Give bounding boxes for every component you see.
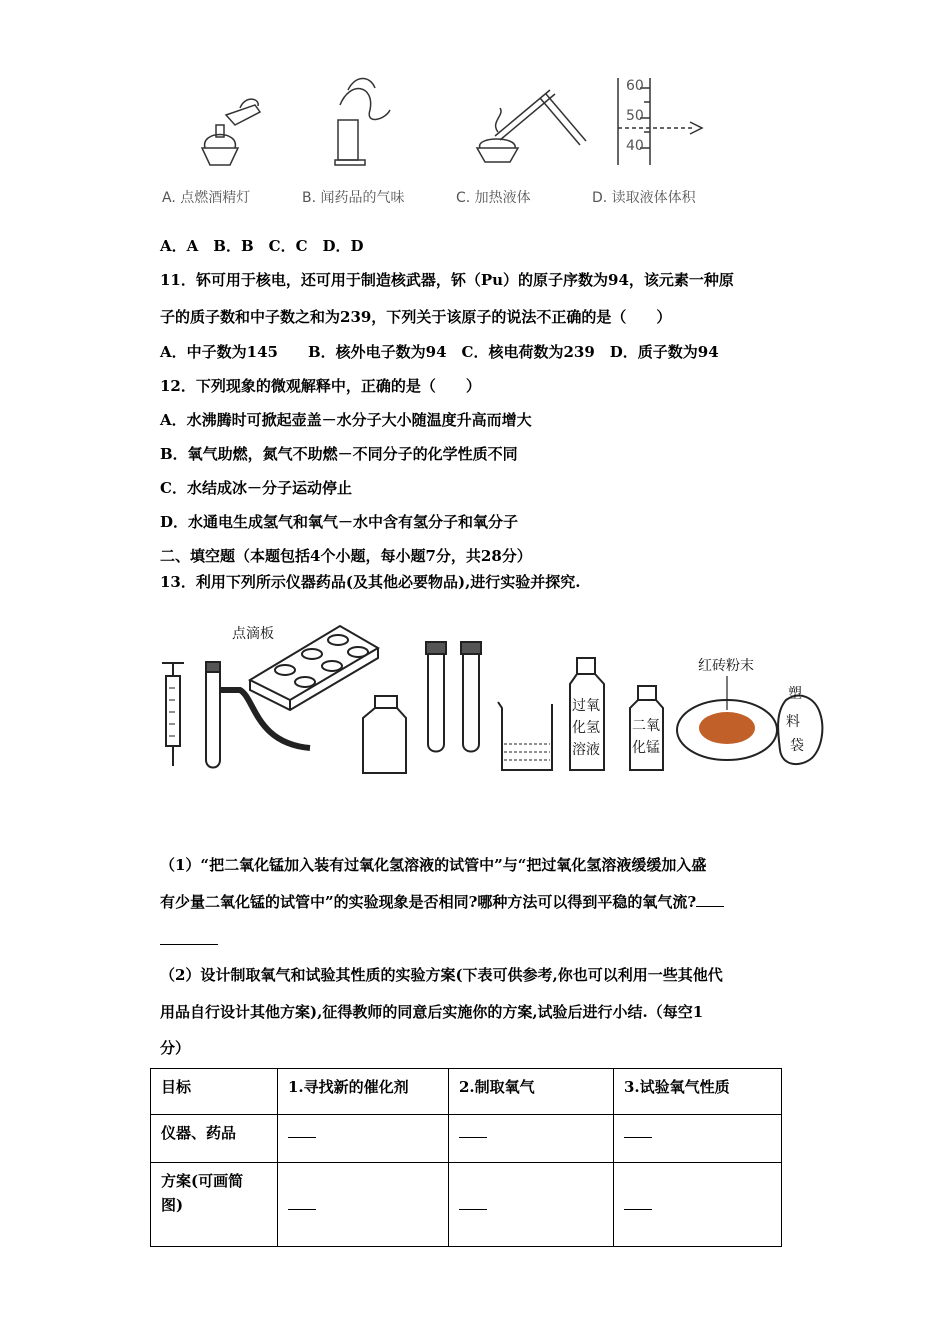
tube-with-hose-icon [206,662,310,768]
label-brick-powder: 红砖粉末 [698,658,754,674]
brick-powder-heap [699,712,755,744]
label-h2o2-2: 化氢 [572,720,600,736]
q13-p2-line3: 分） [160,1039,191,1057]
q10-options: A．A B．B C．C D．D [160,237,364,255]
q12-option-c: C．水结成冰－分子运动停止 [160,479,352,497]
test-tubes-icon [426,642,481,752]
label-bag-2: 料 [786,714,800,730]
header-test-oxygen: 3.试验氧气性质 [614,1069,782,1115]
scale-40: 40 [626,138,644,154]
scale-60: 60 [626,78,644,94]
header-target: 目标 [151,1069,278,1115]
apparatus-figure [160,618,830,778]
row-plan-label-2: 图) [161,1196,184,1214]
answer-blank-continued[interactable] [160,926,218,950]
q13-p1-line2-wrap [160,892,724,912]
q13-p2-line2: 用品自行设计其他方案),征得教师的同意后实施你的方案,试验后进行小结.（每空1 [160,1003,704,1021]
q12-option-d: D．水通电生成氢气和氧气－水中含有氢分子和氧分子 [160,513,519,531]
caption-c: C. 加热液体 [456,190,531,206]
caption-d: D. 读取液体体积 [592,190,696,206]
caption-b: B. 闻药品的气味 [302,190,405,206]
q13-p1-line2: 有少量二氧化锰的试管中”的实验现象是否相同?哪种方法可以得到平稳的氧气流? [160,893,697,911]
label-mno2-2: 化锰 [632,740,660,756]
q11-stem-1: 11．钚可用于核电，还可用于制造核武器，钚（Pu）的原子序数为94，该元素一种原 [160,271,734,289]
heating-liquid-illustration [477,90,586,162]
section-title: 二、填空题（本题包括4个小题，每小题7分，共28分） [160,547,532,565]
plan-blank-1[interactable] [278,1163,449,1247]
row-plan-label-1: 方案(可画简 [161,1172,244,1190]
smell-chemical-illustration [335,78,390,165]
label-h2o2-3: 溶液 [572,742,600,758]
q13-p1-line1: （1）“把二氧化锰加入装有过氧化氢溶液的试管中”与“把过氧化氢溶液缓缓加入盛 [160,856,707,874]
answer-blank[interactable] [696,892,724,907]
label-h2o2-1: 过氧 [572,698,600,714]
q11-options: A．中子数为145 B．核外电子数为94 C．核电荷数为239 D．质子数为94 [160,343,719,361]
label-bag-1: 塑 [788,686,802,702]
row-plan-label [151,1163,278,1247]
caption-a: A. 点燃酒精灯 [162,190,251,206]
alcohol-lamp-illustration [202,99,260,165]
syringe-icon [162,663,184,766]
q11-stem-2: 子的质子数和中子数之和为239，下列关于该原子的说法不正确的是（ ） [160,308,672,326]
plan-blank-3[interactable] [614,1163,782,1247]
q12-option-a: A．水沸腾时可掀起壶盖－水分子大小随温度升高而增大 [160,411,532,429]
header-catalyst: 1.寻找新的催化剂 [278,1069,449,1115]
q12-option-b: B．氧气助燃，氮气不助燃－不同分子的化学性质不同 [160,445,518,463]
equipment-blank-2[interactable] [449,1115,614,1163]
q13-stem: 13．利用下列所示仪器药品(及其他必要物品),进行实验并探究. [160,573,581,591]
q12-stem: 12．下列现象的微观解释中，正确的是（ ） [160,377,481,395]
header-make-oxygen: 2.制取氧气 [449,1069,614,1115]
gas-bottle-icon [363,696,406,773]
equipment-blank-1[interactable] [278,1115,449,1163]
beaker-icon [498,702,552,770]
row-equipment-label: 仪器、药品 [151,1115,278,1163]
experiment-plan-table [150,1068,782,1247]
label-spot-plate: 点滴板 [232,626,274,642]
lab-operations-figure [160,70,740,218]
equipment-blank-3[interactable] [614,1115,782,1163]
plan-blank-2[interactable] [449,1163,614,1247]
label-mno2-1: 二氧 [632,718,660,734]
label-bag-3: 袋 [790,738,804,754]
q13-p2-line1: （2）设计制取氧气和试验其性质的实验方案(下表可供参考,你也可以利用一些其他代 [160,966,723,984]
scale-50: 50 [626,108,644,124]
